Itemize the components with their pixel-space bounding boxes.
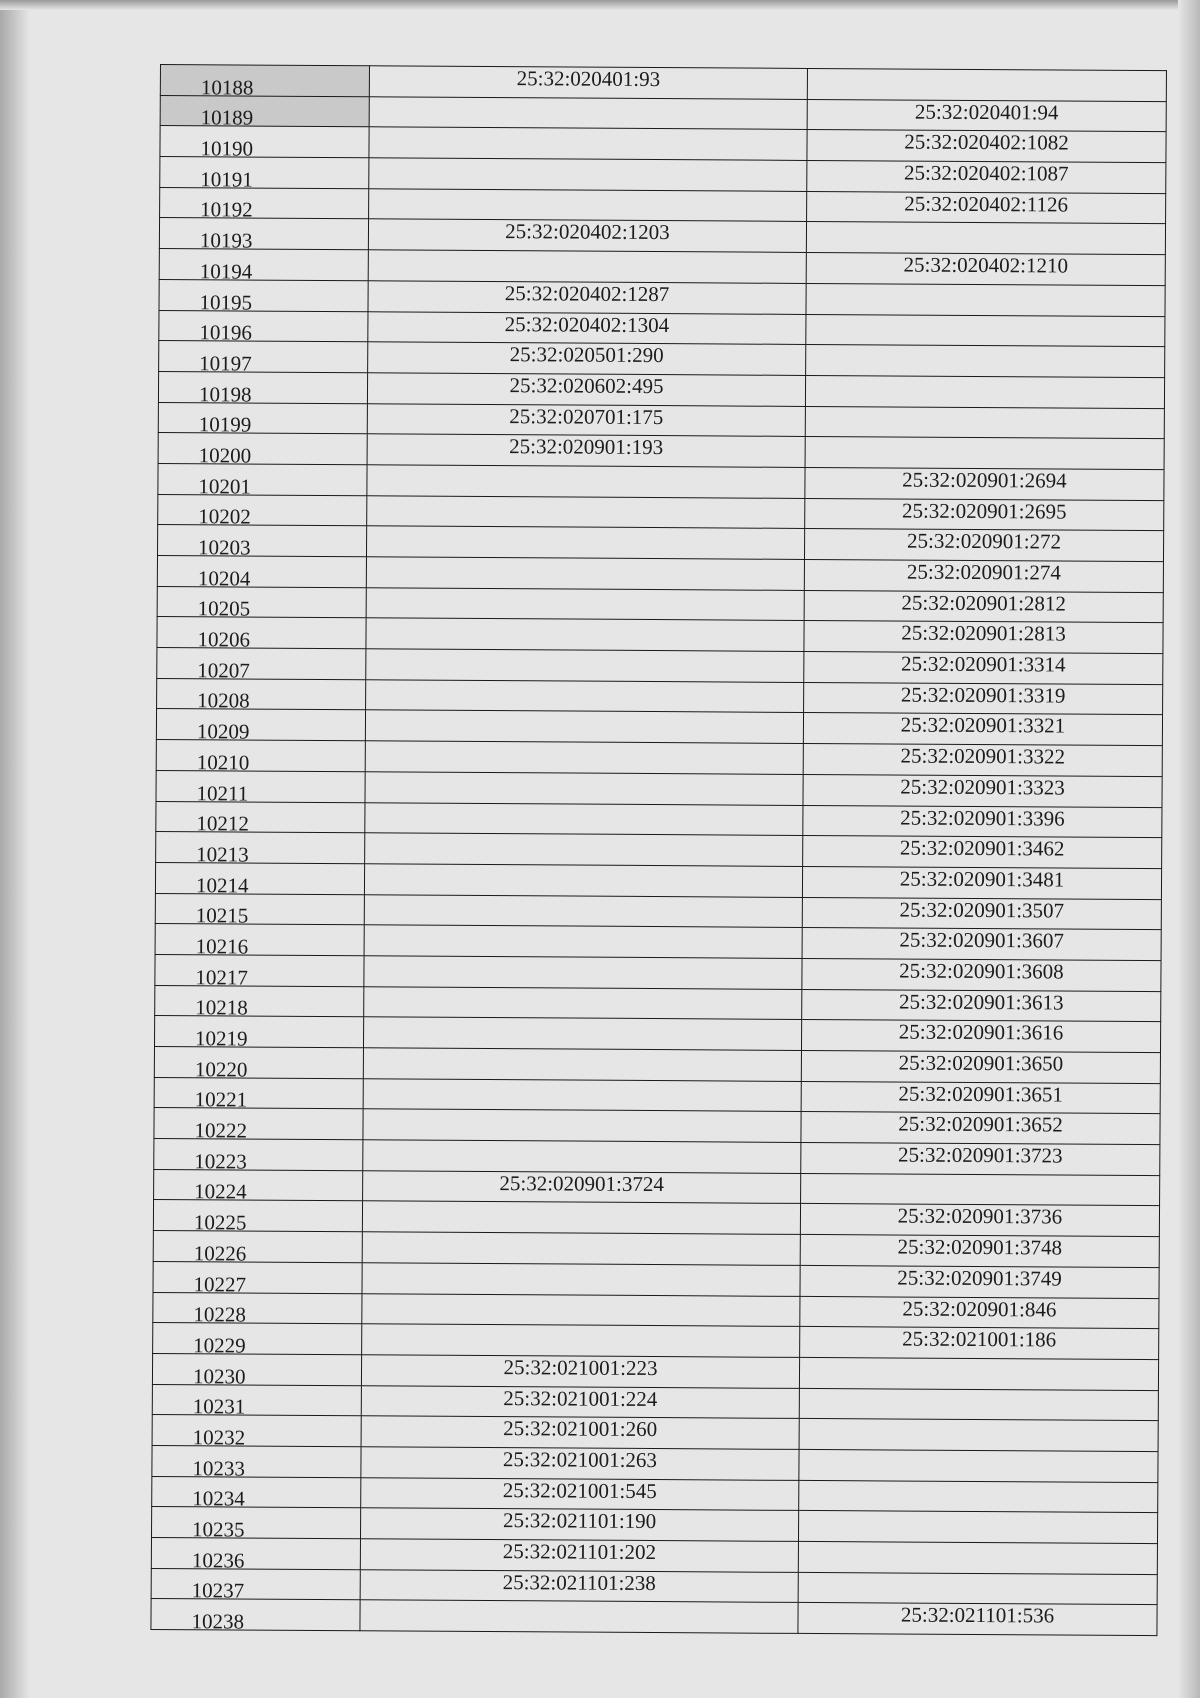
cadastral-number: 25:32:021101:202 xyxy=(502,1539,657,1565)
cadastral-number-cell xyxy=(807,161,1166,194)
cadastral-number-cell xyxy=(367,373,805,406)
cadastral-number-cell xyxy=(368,250,806,283)
row-number-cell xyxy=(158,463,367,499)
row-number: 10213 xyxy=(196,842,249,867)
cadastral-number-cell xyxy=(798,1572,1157,1605)
row-number: 10238 xyxy=(191,1609,245,1634)
row-number-cell xyxy=(160,65,369,100)
cadastral-number: 25:32:020901:3749 xyxy=(897,1265,1062,1291)
cadastral-number: 25:32:021101:190 xyxy=(502,1508,657,1534)
cadastral-number-cell xyxy=(798,1541,1157,1574)
cadastral-number: 25:32:020901:3396 xyxy=(900,805,1065,831)
cadastral-number-cell xyxy=(805,437,1164,470)
cadastral-number-cell xyxy=(802,866,1161,899)
cadastral-number: 25:32:020402:1287 xyxy=(504,280,670,306)
cadastral-number: 25:32:020901:3724 xyxy=(499,1170,664,1196)
row-number: 10231 xyxy=(192,1394,246,1419)
row-number-cell xyxy=(155,985,364,1020)
row-number: 10205 xyxy=(197,596,251,621)
row-number: 10235 xyxy=(191,1517,245,1542)
cadastral-number: 25:32:020901:3321 xyxy=(900,712,1066,738)
cadastral-number-cell xyxy=(807,130,1166,163)
cadastral-number-cell xyxy=(800,1296,1159,1329)
cadastral-number-cell xyxy=(364,925,802,958)
cadastral-number: 25:32:020901:3319 xyxy=(900,682,1066,708)
row-number-cell xyxy=(156,801,365,836)
row-number: 10195 xyxy=(199,289,253,315)
cadastral-number-cell xyxy=(366,680,804,713)
cadastral-number-cell xyxy=(801,1142,1160,1175)
cadastral-number-cell xyxy=(806,222,1165,255)
row-number-cell xyxy=(156,740,365,775)
row-number: 10190 xyxy=(200,136,254,161)
row-number: 10218 xyxy=(195,995,248,1020)
cadastral-number-cell xyxy=(804,621,1163,654)
cadastral-number: 25:32:020901:3652 xyxy=(898,1111,1063,1137)
cadastral-number-cell xyxy=(802,989,1161,1022)
cadastral-number-cell xyxy=(804,590,1163,623)
cadastral-number-cell xyxy=(806,314,1165,347)
cadastral-number-cell xyxy=(362,1232,800,1265)
cadastral-number: 25:32:020901:3322 xyxy=(900,743,1066,769)
cadastral-number-cell xyxy=(363,1171,801,1204)
cadastral-number-cell xyxy=(365,833,803,866)
row-number-cell xyxy=(153,1261,362,1297)
row-number: 10237 xyxy=(191,1578,245,1603)
cadastral-number-cell xyxy=(360,1539,798,1572)
row-number: 10193 xyxy=(199,228,253,253)
cadastral-number: 25:32:020901:3748 xyxy=(897,1234,1063,1260)
cadastral-number-cell xyxy=(804,559,1163,592)
cadastral-number: 25:32:020402:1210 xyxy=(903,252,1069,278)
row-number-cell xyxy=(154,1046,363,1082)
cadastral-number: 25:32:020901:274 xyxy=(906,559,1061,585)
cadastral-number-cell xyxy=(361,1416,799,1449)
cadastral-number-cell xyxy=(799,1388,1158,1421)
row-number: 10222 xyxy=(194,1118,248,1143)
cadastral-number: 25:32:021001:224 xyxy=(503,1385,658,1411)
cadastral-number-cell xyxy=(364,986,802,1019)
row-number: 10220 xyxy=(194,1056,248,1082)
cadastral-number-cell xyxy=(361,1385,799,1418)
cadastral-number-cell xyxy=(362,1293,800,1326)
row-number: 10233 xyxy=(192,1455,245,1481)
row-number-cell xyxy=(157,678,366,713)
row-number: 10198 xyxy=(198,381,252,407)
row-number: 10200 xyxy=(198,443,252,468)
row-number: 10191 xyxy=(200,166,253,192)
row-number-cell xyxy=(157,555,366,591)
cadastral-number-cell xyxy=(367,495,805,528)
cadastral-number: 25:32:020602:495 xyxy=(509,373,664,398)
cadastral-number-cell xyxy=(803,805,1162,838)
row-number-cell xyxy=(151,1568,360,1603)
row-number: 10201 xyxy=(198,473,251,499)
cadastral-number-cell xyxy=(367,465,805,498)
row-number: 10212 xyxy=(196,811,249,836)
row-number-cell xyxy=(156,709,365,744)
row-number-cell xyxy=(155,954,364,990)
cadastral-number-cell xyxy=(799,1480,1158,1513)
cadastral-number: 25:32:020402:1087 xyxy=(904,160,1069,186)
row-number-cell xyxy=(159,341,368,376)
cadastral-number-cell xyxy=(807,68,1166,101)
cadastral-number-cell xyxy=(801,1050,1160,1083)
cadastral-number: 25:32:020402:1203 xyxy=(505,219,670,245)
row-number: 10210 xyxy=(196,750,250,775)
row-number-cell xyxy=(158,433,367,468)
cadastral-number-cell xyxy=(364,894,802,927)
row-number: 10192 xyxy=(200,197,253,223)
cadastral-number-cell xyxy=(800,1204,1159,1237)
cadastral-number-cell xyxy=(805,375,1164,408)
row-number: 10203 xyxy=(197,535,251,560)
row-number-cell xyxy=(153,1200,362,1235)
row-number: 10188 xyxy=(200,74,254,100)
row-number: 10232 xyxy=(192,1425,246,1450)
cadastral-number-cell xyxy=(799,1357,1158,1390)
row-number-cell xyxy=(152,1353,361,1389)
row-number-cell xyxy=(157,525,366,560)
row-number-cell xyxy=(153,1231,362,1266)
cadastral-number-cell xyxy=(361,1447,799,1480)
row-number-cell xyxy=(155,924,364,959)
cadastral-number-cell xyxy=(363,1078,801,1111)
row-number-cell xyxy=(159,310,368,345)
cadastral-number: 25:32:020901:3507 xyxy=(899,897,1065,923)
row-number-cell xyxy=(151,1507,360,1542)
cadastral-number: 25:32:020901:2812 xyxy=(901,590,1067,616)
row-number-cell xyxy=(160,157,369,192)
row-number-cell xyxy=(159,218,368,253)
cadastral-number-cell xyxy=(360,1600,798,1633)
row-number-cell xyxy=(151,1599,360,1634)
cadastral-number: 25:32:020901:3723 xyxy=(898,1142,1063,1168)
row-number: 10225 xyxy=(193,1210,247,1235)
row-number: 10204 xyxy=(197,565,251,591)
cadastral-number-cell xyxy=(798,1603,1157,1636)
row-number: 10228 xyxy=(193,1302,246,1327)
cadastral-number-cell xyxy=(368,311,806,344)
row-number-cell xyxy=(155,862,364,898)
cadastral-number-cell xyxy=(366,618,804,651)
cadastral-number: 25:32:020402:1126 xyxy=(904,191,1069,217)
cadastral-number: 25:32:021001:186 xyxy=(902,1326,1057,1352)
row-number-cell xyxy=(160,126,369,161)
row-number: 10227 xyxy=(193,1271,247,1297)
row-number-cell xyxy=(153,1292,362,1327)
row-number: 10215 xyxy=(195,903,249,928)
row-number: 10209 xyxy=(196,719,250,744)
row-number-cell xyxy=(158,371,367,407)
cadastral-number-cell xyxy=(362,1201,800,1234)
cadastral-number-cell xyxy=(799,1419,1158,1452)
row-number-cell xyxy=(154,1077,363,1112)
cadastral-number: 25:32:021001:260 xyxy=(503,1416,658,1442)
cadastral-number-cell xyxy=(803,774,1162,807)
cadastral-number-cell xyxy=(802,958,1161,991)
cadastral-number-cell xyxy=(368,281,806,314)
cadastral-number: 25:32:020901:3650 xyxy=(898,1050,1064,1076)
cadastral-number-cell xyxy=(801,1020,1160,1053)
row-number-cell xyxy=(152,1384,361,1419)
cadastral-number-cell xyxy=(366,649,804,682)
cadastral-number-cell xyxy=(801,1081,1160,1114)
cadastral-number-cell xyxy=(366,557,804,590)
cadastral-number-cell xyxy=(364,864,802,897)
cadastral-number-cell xyxy=(368,219,806,252)
cadastral-number: 25:32:020901:3323 xyxy=(900,774,1065,800)
cadastral-number-cell xyxy=(366,526,804,559)
cadastral-number-cell xyxy=(800,1265,1159,1298)
row-number: 10194 xyxy=(199,259,253,284)
cadastral-number-cell xyxy=(802,928,1161,961)
cadastral-number-cell xyxy=(367,434,805,467)
scan-shadow-top xyxy=(0,0,1200,10)
cadastral-number: 25:32:021001:263 xyxy=(502,1447,658,1472)
cadastral-number: 25:32:020901:3736 xyxy=(897,1203,1063,1229)
row-number-cell xyxy=(153,1323,362,1358)
row-number: 10214 xyxy=(195,872,249,898)
row-number: 10206 xyxy=(197,627,251,652)
scan-shadow-left xyxy=(0,0,30,1698)
cadastral-number: 25:32:020901:193 xyxy=(509,434,664,460)
cadastral-number-cell xyxy=(803,836,1162,869)
cadastral-number-cell xyxy=(368,342,806,375)
cadastral-number: 25:32:021001:545 xyxy=(502,1477,657,1503)
cadastral-number-cell xyxy=(806,345,1165,378)
cadastral-number-cell xyxy=(363,1109,801,1142)
row-number-cell xyxy=(156,832,365,867)
row-number-cell xyxy=(155,893,364,928)
cadastral-number-cell xyxy=(363,1140,801,1173)
cadastral-number-cell xyxy=(363,1048,801,1081)
cadastral-number-table xyxy=(150,64,1167,1636)
cadastral-number: 25:32:020701:175 xyxy=(509,403,664,429)
cadastral-number-cell xyxy=(807,99,1166,132)
cadastral-number: 25:32:020901:3462 xyxy=(899,835,1065,861)
cadastral-number-cell xyxy=(362,1324,800,1357)
table-row xyxy=(151,1599,1157,1636)
row-number: 10216 xyxy=(195,934,249,959)
row-number: 10197 xyxy=(199,351,252,376)
cadastral-number-cell xyxy=(365,741,803,774)
row-number: 10199 xyxy=(198,412,252,437)
row-number: 10229 xyxy=(193,1333,246,1358)
cadastral-number: 25:32:020901:3651 xyxy=(898,1081,1064,1107)
row-number-cell xyxy=(159,249,368,284)
cadastral-number-cell xyxy=(804,682,1163,715)
cadastral-number-cell xyxy=(366,587,804,620)
cadastral-number: 25:32:020901:2695 xyxy=(901,498,1067,524)
cadastral-number-cell xyxy=(369,158,807,191)
row-number-cell xyxy=(154,1016,363,1051)
row-number-cell xyxy=(158,402,367,437)
cadastral-number: 25:32:020901:3607 xyxy=(899,927,1064,953)
row-number: 10226 xyxy=(193,1241,247,1266)
row-number: 10189 xyxy=(200,105,254,130)
cadastral-number: 25:32:020901:3616 xyxy=(898,1019,1064,1045)
cadastral-number-cell xyxy=(360,1508,798,1541)
cadastral-number-cell xyxy=(804,652,1163,685)
cadastral-number: 25:32:021101:536 xyxy=(900,1602,1055,1628)
row-number: 10221 xyxy=(194,1087,248,1112)
cadastral-number: 25:32:020501:290 xyxy=(509,342,664,368)
cadastral-number: 25:32:020901:2694 xyxy=(902,467,1067,493)
cadastral-number-cell xyxy=(801,1173,1160,1206)
cadastral-number-cell xyxy=(367,403,805,436)
row-number: 10224 xyxy=(194,1179,247,1204)
cadastral-number-cell xyxy=(800,1235,1159,1268)
row-number: 10196 xyxy=(199,320,252,345)
cadastral-number: 25:32:020901:846 xyxy=(902,1296,1057,1321)
cadastral-number-cell xyxy=(365,802,803,835)
cadastral-number: 25:32:020901:272 xyxy=(907,528,1062,554)
row-number: 10207 xyxy=(197,657,250,683)
scan-shadow-right xyxy=(1178,0,1200,1698)
cadastral-number-cell xyxy=(369,66,807,99)
cadastral-number-cell xyxy=(365,710,803,743)
cadastral-number-cell xyxy=(369,96,807,129)
row-number-cell xyxy=(159,279,368,315)
row-number-cell xyxy=(152,1415,361,1450)
cadastral-number-cell xyxy=(806,283,1165,316)
cadastral-number-cell xyxy=(805,498,1164,531)
row-number-cell xyxy=(154,1108,363,1143)
cadastral-number-cell xyxy=(363,1017,801,1050)
row-number: 10202 xyxy=(198,504,251,529)
cadastral-number-cell xyxy=(365,772,803,805)
row-number-cell xyxy=(157,586,366,621)
row-number: 10234 xyxy=(192,1486,245,1511)
row-number-cell xyxy=(157,648,366,683)
cadastral-number-cell xyxy=(798,1511,1157,1544)
cadastral-number-cell xyxy=(804,529,1163,562)
cadastral-number-cell xyxy=(799,1449,1158,1482)
cadastral-number-cell xyxy=(360,1569,798,1602)
cadastral-number: 25:32:020401:93 xyxy=(516,66,661,92)
cadastral-number: 25:32:020901:3314 xyxy=(901,651,1066,677)
cadastral-number-cell xyxy=(801,1112,1160,1145)
row-number-cell xyxy=(154,1169,363,1204)
row-number: 10217 xyxy=(195,964,248,990)
cadastral-number: 25:32:020901:2813 xyxy=(901,620,1066,646)
row-number-cell xyxy=(158,494,367,529)
row-number: 10211 xyxy=(196,780,249,806)
row-number-cell xyxy=(156,770,365,806)
cadastral-number-cell xyxy=(800,1327,1159,1360)
cadastral-number-cell xyxy=(803,713,1162,746)
cadastral-number-cell xyxy=(803,744,1162,777)
cadastral-number-cell xyxy=(369,127,807,160)
row-number: 10223 xyxy=(194,1148,247,1174)
row-number: 10230 xyxy=(192,1363,246,1389)
row-number-cell xyxy=(160,95,369,130)
cadastral-number-cell xyxy=(807,191,1166,224)
cadastral-number: 25:32:020901:3481 xyxy=(899,866,1065,892)
row-number-cell xyxy=(157,617,366,652)
row-number-cell xyxy=(152,1476,361,1511)
cadastral-number: 25:32:020401:94 xyxy=(914,99,1059,125)
cadastral-number-cell xyxy=(369,189,807,222)
cadastral-number-cell xyxy=(805,467,1164,500)
cadastral-number-cell xyxy=(805,406,1164,439)
cadastral-number: 25:32:020402:1304 xyxy=(504,311,670,337)
table-body xyxy=(151,65,1167,1636)
cadastral-number: 25:32:020901:3613 xyxy=(898,989,1064,1015)
row-number-cell xyxy=(160,187,369,223)
cadastral-number-cell xyxy=(802,897,1161,930)
cadastral-number-cell xyxy=(364,956,802,989)
cadastral-number: 25:32:021001:223 xyxy=(503,1354,658,1380)
row-number: 10236 xyxy=(191,1547,245,1573)
cadastral-number-cell xyxy=(362,1263,800,1296)
row-number-cell xyxy=(151,1537,360,1573)
cadastral-number: 25:32:020901:3608 xyxy=(899,958,1064,984)
row-number: 10219 xyxy=(194,1026,248,1051)
row-number-cell xyxy=(154,1139,363,1174)
cadastral-number: 25:32:021101:238 xyxy=(502,1569,656,1595)
cadastral-number-cell xyxy=(361,1355,799,1388)
row-number: 10208 xyxy=(197,688,250,713)
cadastral-number-cell xyxy=(361,1477,799,1510)
cadastral-number: 25:32:020402:1082 xyxy=(904,129,1069,155)
cadastral-number-cell xyxy=(806,253,1165,286)
row-number-cell xyxy=(152,1445,361,1481)
